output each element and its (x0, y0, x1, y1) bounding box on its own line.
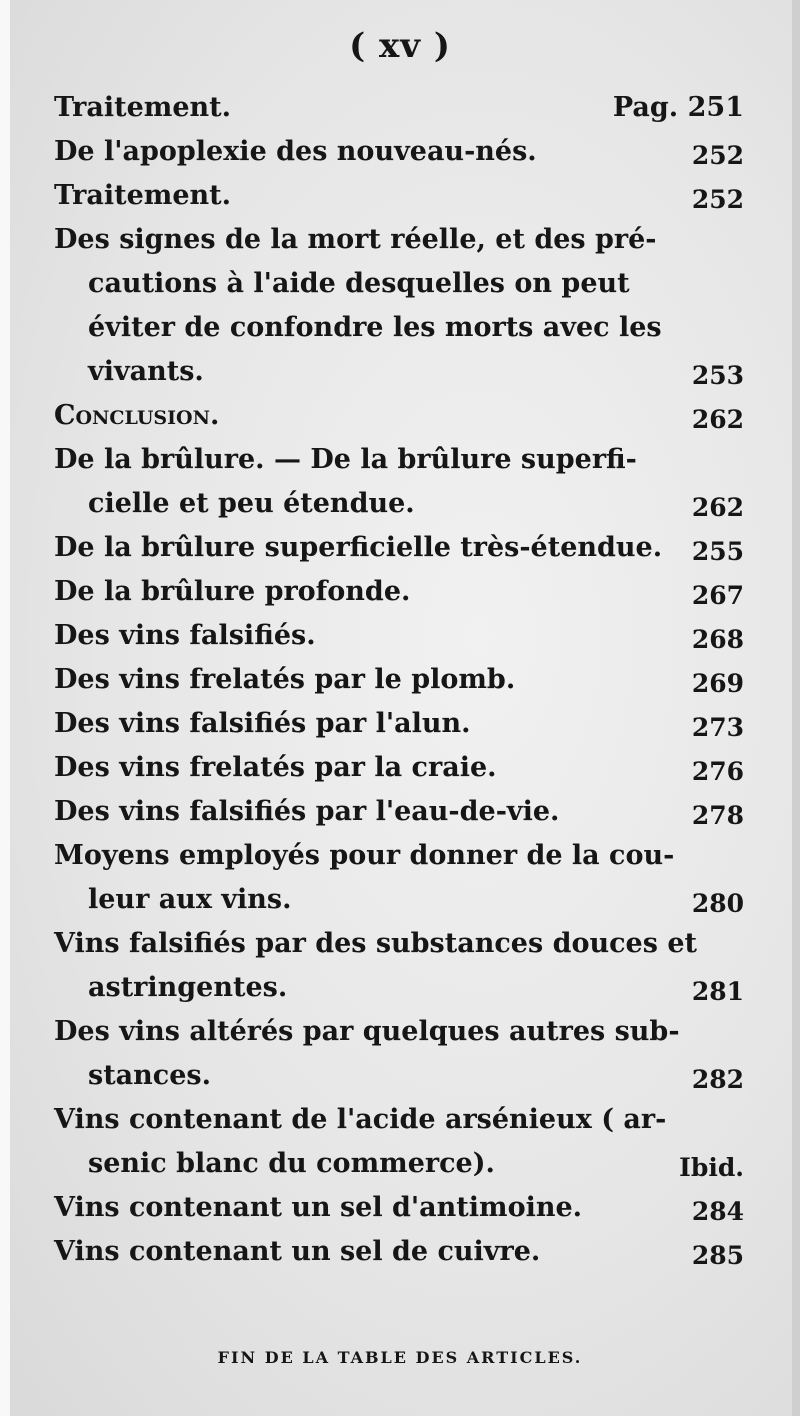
toc-entry-title: Vins contenant de l'acide arsénieux ( ar- (54, 1104, 667, 1135)
toc-page-number: 282 (691, 1065, 744, 1094)
toc-entry-title-continuation: stances. (88, 1060, 212, 1091)
toc-page-number: 252 (691, 185, 744, 214)
toc-entry (54, 394, 754, 438)
toc-entry (54, 658, 754, 702)
toc-page-ref (613, 86, 744, 130)
toc-page-number: 268 (691, 625, 744, 654)
toc-entry (54, 570, 754, 614)
toc-entry (54, 790, 754, 834)
toc-page-number: 251 (687, 92, 744, 123)
toc-entry-title: Conclusion. (54, 400, 220, 431)
page-number: ( xv ) (349, 26, 451, 66)
toc-entry-title: Des vins frelatés par la craie. (54, 752, 497, 783)
toc-entry-title-continuation: leur aux vins. (88, 884, 292, 915)
toc-entry (54, 438, 754, 526)
page-edge-right (792, 0, 800, 1416)
toc-entry (54, 1098, 754, 1186)
page-label: Pag. (612, 92, 679, 123)
toc-page-number: 281 (691, 977, 744, 1006)
toc-entry-title-continuation: cautions à l'aide desquelles on peut (88, 268, 630, 299)
toc-entry-title-continuation: cielle et peu étendue. (88, 488, 415, 519)
toc-entry (54, 174, 754, 218)
toc-entry (54, 746, 754, 790)
toc-entry-title: De la brûlure superficielle très-étendue. (54, 532, 663, 563)
toc-entry (54, 1010, 754, 1098)
toc-entry-title: Des vins falsifiés par l'alun. (54, 708, 471, 739)
page-edge-left (0, 0, 10, 1416)
toc-entry-title-continuation: vivants. (88, 356, 204, 387)
toc-page-number: 280 (691, 889, 744, 918)
toc-page-number: Ibid. (679, 1153, 744, 1182)
toc-entry-title: Des vins altérés par quelques autres sub- (54, 1016, 680, 1047)
toc-entry (54, 86, 754, 130)
toc-entry-title-continuation: senic blanc du commerce). (88, 1148, 495, 1179)
toc-page-number: 278 (691, 801, 744, 830)
toc-entry (54, 834, 754, 922)
toc-page-number: 284 (691, 1197, 744, 1226)
toc-page-number: 273 (691, 713, 744, 742)
toc-entry (54, 702, 754, 746)
end-of-table-note: FIN DE LA TABLE DES ARTICLES. (217, 1348, 583, 1367)
toc-entry-title: Des vins falsifiés. (54, 620, 316, 651)
toc-page-number: 255 (691, 537, 744, 566)
toc-entry (54, 218, 754, 394)
toc-entry-title-continuation: éviter de confondre les morts avec les (88, 312, 662, 343)
toc-entry-title: Traitement. (54, 180, 232, 211)
toc-page-number: 252 (691, 141, 744, 170)
toc-page-number: 276 (691, 757, 744, 786)
toc-entry-title: Des vins frelatés par le plomb. (54, 664, 516, 695)
toc-entry-title: Traitement. (54, 92, 232, 123)
toc-entry-title: De la brûlure profonde. (54, 576, 411, 607)
toc-entry-title: Des vins falsifiés par l'eau-de-vie. (54, 796, 560, 827)
toc-entry-title: Des signes de la mort réelle, et des pré- (54, 224, 657, 255)
toc-page-number: 269 (691, 669, 744, 698)
toc-entry (54, 922, 754, 1010)
toc-page-number: 285 (691, 1241, 744, 1270)
toc-entry-title: Vins falsifiés par des substances douces et (54, 928, 697, 959)
toc-entry (54, 130, 754, 174)
toc-entry-title: De l'apoplexie des nouveau-nés. (54, 136, 537, 167)
toc-page-number: 267 (691, 581, 744, 610)
toc-entry-title: Vins contenant un sel de cuivre. (54, 1236, 541, 1267)
toc-page-number: 262 (691, 405, 744, 434)
toc-entry (54, 526, 754, 570)
toc-entry-title: Moyens employés pour donner de la cou- (54, 840, 675, 871)
table-of-contents (54, 86, 754, 1274)
toc-page-number: 262 (691, 493, 744, 522)
toc-entry-title-continuation: astringentes. (88, 972, 288, 1003)
toc-entry (54, 614, 754, 658)
toc-entry (54, 1186, 754, 1230)
toc-entry-title: De la brûlure. — De la brûlure superfi- (54, 444, 637, 475)
toc-page-number: 253 (691, 361, 744, 390)
toc-entry (54, 1230, 754, 1274)
toc-entry-title: Vins contenant un sel d'antimoine. (54, 1192, 583, 1223)
